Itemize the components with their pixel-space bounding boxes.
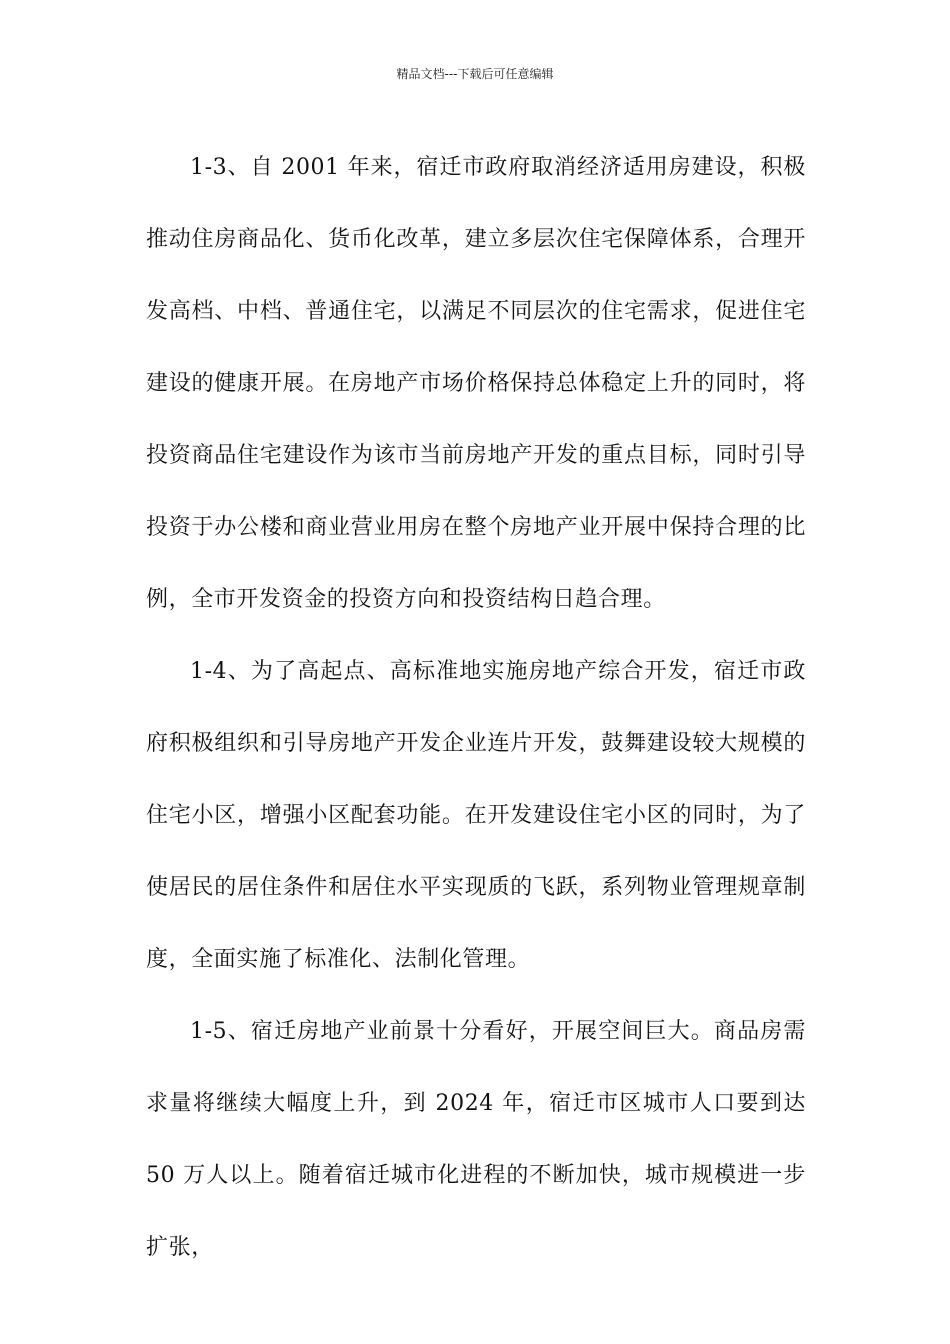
paragraph-1-5: 1-5、宿迁房地产业前景十分看好，开展空间巨大。商品房需求量将继续大幅度上升，到 2024 年，宿迁市区城市人口要到达 50 万人以上。随着宿迁城市化进程的不断加快，城市规模进一步扩张， xyxy=(146,1019,806,1260)
document-body xyxy=(146,132,806,1284)
paragraph-1-4: 1-4、为了高起点、高标准地实施房地产综合开发，宿迁市政府积极组织和引导房地产开发企业连片开发，鼓舞建设较大规模的住宅小区，增强小区配套功能。在开发建设住宅小区的同时，为了使居民的居住条件和居住水平实现质的飞跃，系列物业管理规章制度，全面实施了标准化、法制化管理。 xyxy=(146,659,806,972)
paragraph-1-3: 1-3、自 2001 年来，宿迁市政府取消经济适用房建设，积极推动住房商品化、货币化改革，建立多层次住宅保障体系，合理开发高档、中档、普通住宅，以满足不同层次的住宅需求，促进住宅建设的健康开展。在房地产市场价格保持总体稳定上升的同时，将投资商品住宅建设作为该市当前房地产开发的重点目标，同时引导投资于办公楼和商业营业用房在整个房地产业开展中保持合理的比例，全市开发资金的投资方向和投资结构日趋合理。 xyxy=(146,155,806,612)
page-header: 精品文档---下载后可任意编辑 xyxy=(396,67,554,81)
